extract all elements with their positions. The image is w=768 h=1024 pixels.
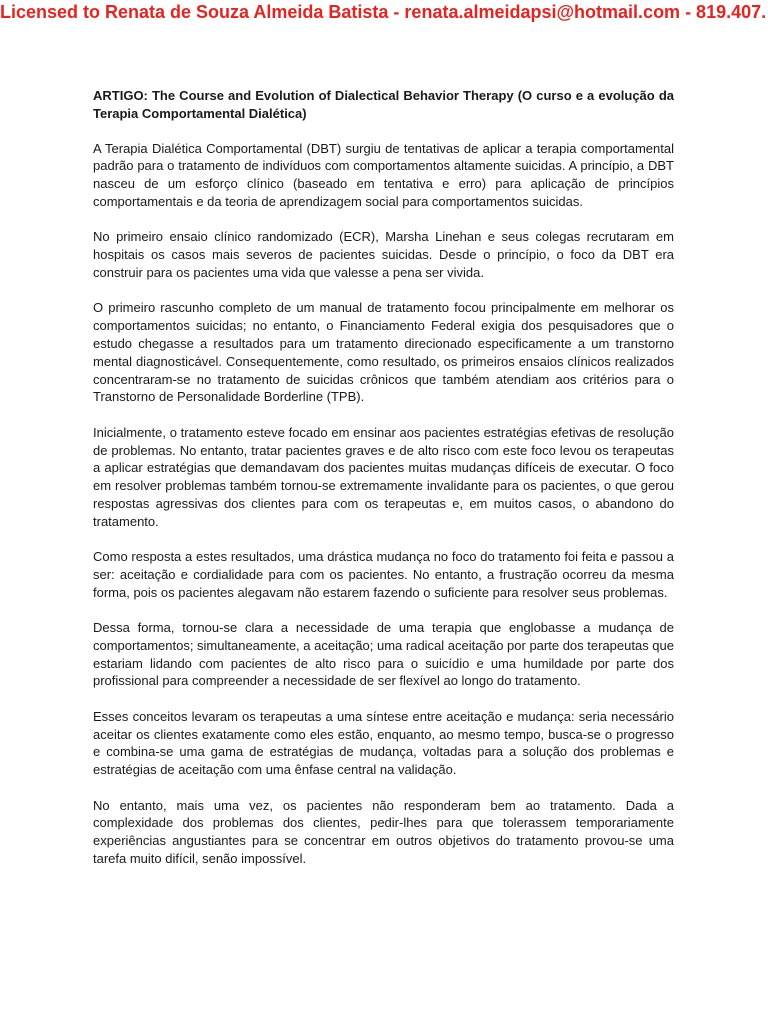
paragraph-6: Dessa forma, tornou-se clara a necessidade de uma terapia que englobasse a mudança de comportamentos; simultaneamente, a aceitação; uma radical aceitação por parte dos terapeutas que estariam lidando com pacientes de alto risco para o suicídio e uma humildade por parte dos profissional para compreender a necessidade de ser flexível ao longo do tratamento. xyxy=(93,620,675,689)
paragraph-4: Inicialmente, o tratamento esteve focado em ensinar aos pacientes estratégias efetivas de resolução de problemas. No entanto, tratar pacientes graves e de alto risco com este foco levou os terapeutas a aplicar estratégias que demandavam dos pacientes muitas mudanças difíceis de executar. O foco em resolver problemas também tornou-se extremamente invalidante para os pacientes, o que gerou respostas agressivas dos clientes para com os terapeutas e, em muitos casos, o abandono do tratamento. xyxy=(93,424,674,529)
paragraph-3: O primeiro rascunho completo de um manual de tratamento focou principalmente em melhorar os comportamentos suicidas; no entanto, o Financiamento Federal exigia dos pesquisadores que o estudo chegasse a resultados para um tratamento direcionado especificamente a um transtorno mental diagnosticável. Consequentemente, como resultado, os primeiros ensaios clínicos realizados concentraram-se no tratamento de suicidas crônicos que também atendiam aos critérios para o Transtorno de Personalidade Borderline (TPB). xyxy=(93,300,674,405)
paragraph-1: A Terapia Dialética Comportamental (DBT) surgiu de tentativas de aplicar a terapia comportamental padrão para o tratamento de indivíduos com comportamentos altamente suicidas. A princípio, a DBT nasceu de um esforço clínico (baseado em tentativa e erro) para aplicação de princípios comportamentais e da teoria de aprendizagem social para comportamentos suicidas. xyxy=(93,140,674,209)
paragraph-2: No primeiro ensaio clínico randomizado (ECR), Marsha Linehan e seus colegas recrutaram em hospitais os casos mais severos de pacientes suicidas. Desde o princípio, o foco da DBT era construir para os pacientes uma vida que valesse a pena ser vivida. xyxy=(93,229,674,280)
paragraph-8: No entanto, mais uma vez, os pacientes não responderam bem ao tratamento. Dada a complexidade dos problemas dos clientes, pedir-lhes para que tolerassem temporariamente experiências angustiantes para se concentrar em outros objetivos do tratamento provou-se uma tarefa muito difícil, senão impossível. xyxy=(93,797,674,867)
license-watermark: Licensed to Renata de Souza Almeida Batista - renata.almeidapsi@hotmail.com - 819.407. xyxy=(0,2,767,22)
document-page xyxy=(93,87,674,885)
paragraph-7: Esses conceitos levaram os terapeutas a uma síntese entre aceitação e mudança: seria necessário aceitar os clientes exatamente como eles estão, enquanto, ao mesmo tempo, busca-se o progresso e combina-se uma gama de estratégias de mudança, voltadas para a solução dos problemas e estratégias de aceitação com uma ênfase central na validação. xyxy=(93,708,674,778)
paragraph-5: Como resposta a estes resultados, uma drástica mudança no foco do tratamento foi feita e passou a ser: aceitação e cordialidade para com os pacientes. No entanto, a frustração ocorreu da mesma forma, pois os pacientes alegavam não estarem fazendo o suficiente para resolver seus problemas. xyxy=(93,549,674,600)
article-title: ARTIGO: The Course and Evolution of Dialectical Behavior Therapy (O curso e a evolução da Terapia Comportamental Dialética) xyxy=(93,88,674,121)
